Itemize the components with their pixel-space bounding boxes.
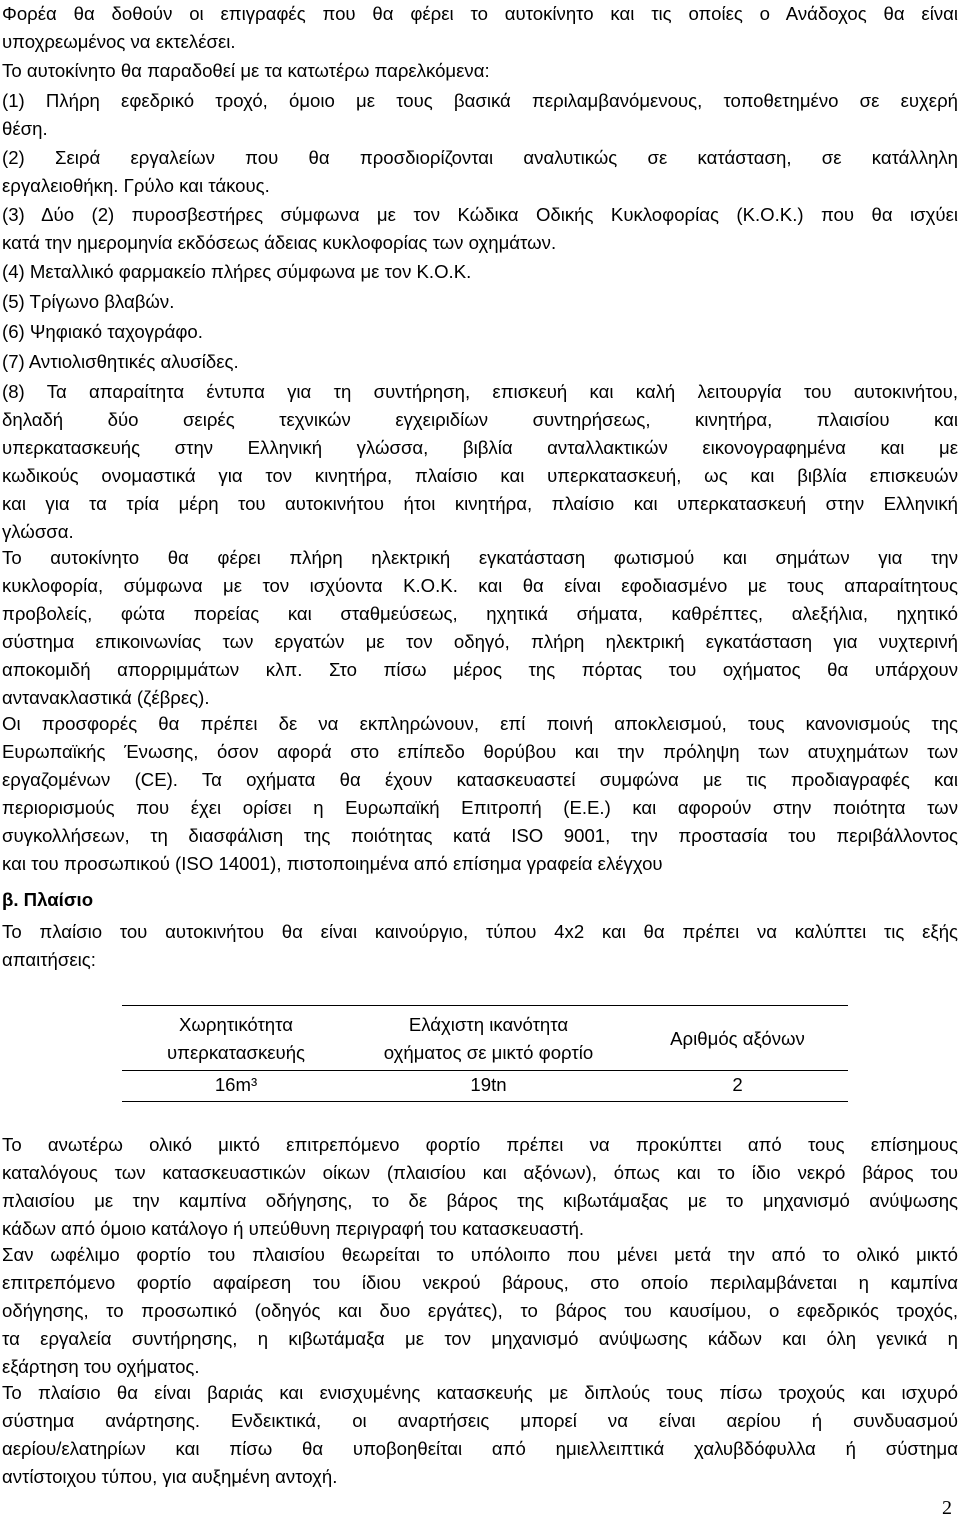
- text-line: (3) Δύο (2) πυροσβεστήρες σύμφωνα με τον Κώδικα Οδικής Κυκλοφορίας (Κ.Ο.Κ.) που θα ισχύει: [2, 204, 958, 225]
- chassis-requirements-table: [122, 1005, 848, 1102]
- offers-paragraph: [2, 710, 958, 878]
- table-header-cell: [627, 1006, 848, 1071]
- accessory-item-1: [2, 87, 958, 143]
- table-cell: 19tn: [350, 1071, 627, 1102]
- table-header-row: [122, 1006, 848, 1071]
- header-text: οχήματος σε μικτό φορτίο: [383, 1042, 594, 1063]
- table-row: [122, 1071, 848, 1102]
- text-line: υπερκατασκευής στην Ελληνική γλώσσα, βιβλία ανταλλακτικών εικονογραφημένα και με: [2, 437, 958, 458]
- accessory-item-8: [2, 378, 958, 546]
- chassis-paragraph: [2, 918, 958, 974]
- header-text: Αριθμός αξόνων: [670, 1028, 805, 1049]
- load-paragraph: [2, 1131, 958, 1243]
- text-line: κυκλοφορία, σύμφωνα με τον ισχύοντα Κ.Ο.Κ. και θα είναι εφοδιασμένο με τους απαραίτητους: [2, 575, 958, 596]
- text-line: αποκομιδή απορριμμάτων κλπ. Στο πίσω μέρος της πόρτας του οχήματος θα υπάρχουν: [2, 659, 958, 680]
- text-line: δηλαδή δύο σειρές τεχνικών εγχειριδίων συντηρήσεως, κινητήρα, πλαισίου και: [2, 409, 958, 430]
- text-line: Σαν ωφέλιμο φορτίο του πλαισίου θεωρείται το υπόλοιπο που μένει μετά την από το ολικό μικτό: [2, 1244, 958, 1265]
- text-line: θέση.: [2, 118, 48, 139]
- accessory-item-6: [2, 318, 958, 346]
- accessory-item-5: [2, 288, 958, 316]
- table-cell: 16m³: [122, 1071, 350, 1102]
- accessories-intro: [2, 57, 958, 85]
- header-text: Ελάχιστη ικανότητα: [408, 1014, 569, 1035]
- text-line: περιορισμούς που έχει ορίσει η Ευρωπαϊκή Επιτροπή (Ε.Ε.) και αφορούν στην ποιότητα των: [2, 797, 958, 818]
- text-line: (4) Μεταλλικό φαρμακείο πλήρες σύμφωνα με τον Κ.Ο.Κ.: [2, 261, 472, 282]
- accessory-item-4: [2, 258, 958, 286]
- heading-text: β. Πλαίσιο: [2, 889, 94, 910]
- page-number: 2: [942, 1497, 952, 1519]
- text-line: Το ανωτέρω ολικό μικτό επιτρεπόμενο φορτίο πρέπει να προκύπτει από τους επίσημους: [2, 1134, 958, 1155]
- text-line: (7) Αντιολισθητικές αλυσίδες.: [2, 351, 239, 372]
- text-line: Οι προσφορές θα πρέπει δε να εκπληρώνουν, επί ποινή αποκλεισμού, τους κανονισμούς της: [2, 713, 958, 734]
- text-line: (6) Ψηφιακό ταχογράφο.: [2, 321, 203, 342]
- text-line: (1) Πλήρη εφεδρικό τροχό, όμοιο με τους βασικά περιλαμβανόμενους, τοποθετημένο σε ευχερή: [2, 90, 958, 111]
- text-line: εργαζομένων (CE). Τα οχήματα θα έχουν κατασκευαστεί συμφώνα με τις προδιαγραφές και: [2, 769, 958, 790]
- useful-load-paragraph: [2, 1241, 958, 1381]
- heavy-construction-paragraph: [2, 1379, 958, 1491]
- text-line: (2) Σειρά εργαλείων που θα προσδιορίζονται αναλυτικώς σε κατάσταση, σε κατάλληλη: [2, 147, 958, 168]
- table-header-cell: [350, 1006, 627, 1071]
- text-line: και για τα τρία μέρη του αυτοκινήτου ήτοι κινητήρα, πλαίσιο και υπερκατασκευή στην Ελληνική: [2, 493, 958, 514]
- text-line: και του προσωπικού (ISO 14001), πιστοποιημένα από επίσημα γραφεία ελέγχου: [2, 853, 663, 874]
- accessory-item-2: [2, 144, 958, 200]
- text-line: γλώσσα.: [2, 521, 74, 542]
- text-line: οδήγησης, το προσωπικό (οδηγός και δυο εργάτες), το βάρος του καυσίμου, ο εφεδρικός τροχός,: [2, 1300, 958, 1321]
- accessory-item-7: [2, 348, 958, 376]
- text-line: Το πλαίσιο θα είναι βαριάς και ενισχυμένης κατασκευής με διπλούς τους πίσω τροχούς και ισχυρό: [2, 1382, 958, 1403]
- table-cell: 2: [627, 1071, 848, 1102]
- text-line: σύστημα επικοινωνίας των εργατών με τον οδηγό, πλήρη ηλεκτρική εγκατάσταση για νυχτερινή: [2, 631, 958, 652]
- text-line: Το αυτοκίνητο θα φέρει πλήρη ηλεκτρική εγκατάσταση φωτισμού και σημάτων για την: [2, 547, 958, 568]
- text-line: επιτρεπόμενο φορτίο αφαίρεση του ίδιου νεκρού βάρους, στο οποίο περιλαμβάνεται η καμπίνα: [2, 1272, 958, 1293]
- text-line: απαιτήσεις:: [2, 949, 96, 970]
- text-line: αντανακλαστικά (ζέβρες).: [2, 687, 210, 708]
- text-line: αερίου/ελατηρίων και πίσω θα υποβοηθείται από ημιελλειπτικά χαλυβδόφυλλα ή σύστημα: [2, 1438, 958, 1459]
- text-line: συγκολλήσεων, τη διασφάλιση της ποιότητας κατά ISO 9001, την προστασία του περιβάλλοντος: [2, 825, 958, 846]
- text-line: εξάρτηση του οχήματος.: [2, 1356, 200, 1377]
- text-line: Φορέα θα δοθούν οι επιγραφές που θα φέρει το αυτοκίνητο και τις οποίες ο Ανάδοχος θα είναι: [2, 3, 958, 24]
- text-line: Το αυτοκίνητο θα παραδοθεί με τα κατωτέρω παρελκόμενα:: [2, 60, 490, 81]
- text-line: πλαισίου με την καμπίνα οδήγησης, το δε βάρος της κιβωτάμαξας με το μηχανισμό ανύψωσης: [2, 1190, 958, 1211]
- section-heading-chassis: [2, 886, 958, 914]
- text-line: κατά την ημερομηνία εκδόσεως άδειας κυκλοφορίας των οχημάτων.: [2, 232, 557, 253]
- text-line: τα εργαλεία συντήρησης, η κιβωτάμαξα με τον μηχανισμό ανύψωσης κάδων και όλη γενικά η: [2, 1328, 958, 1349]
- text-line: εργαλειοθήκη. Γρύλο και τάκους.: [2, 175, 270, 196]
- text-line: καταλόγους των κατασκευαστικών οίκων (πλαισίου και αξόνων), όπως και το ίδιο νεκρό βάρος του: [2, 1162, 958, 1183]
- electrical-paragraph: [2, 544, 958, 712]
- header-text: υπερκατασκευής: [166, 1042, 306, 1063]
- intro-paragraph: [2, 0, 958, 56]
- text-line: κάδων από όμοιο κατάλογο ή υπεύθυνη περιγραφή του κατασκευαστή.: [2, 1218, 585, 1239]
- text-line: (8) Τα απαραίτητα έντυπα για τη συντήρηση, επισκευή και καλή λειτουργία του αυτοκινήτου,: [2, 381, 958, 402]
- header-text: Χωρητικότητα: [179, 1014, 293, 1035]
- text-line: σύστημα ανάρτησης. Ενδεικτικά, οι αναρτήσεις μπορεί να είναι αερίου ή συνδυασμού: [2, 1410, 958, 1431]
- text-line: Το πλαίσιο του αυτοκινήτου θα είναι καινούργιο, τύπου 4x2 και θα πρέπει να καλύπτει τις εξής: [2, 921, 958, 942]
- text-line: υποχρεωμένος να εκτελέσει.: [2, 31, 236, 52]
- text-line: Ευρωπαϊκής Ένωσης, όσον αφορά στο επίπεδο θορύβου και την πρόληψη των ατυχημάτων των: [2, 741, 958, 762]
- text-line: κωδικούς ονομαστικά για τον κινητήρα, πλαίσιο και υπερκατασκευή, ως και βιβλία επισκευών: [2, 465, 958, 486]
- text-line: προβολείς, φώτα πορείας και σταθμεύσεως, ηχητικά σήματα, καθρέπτες, αλεξήλια, ηχητικό: [2, 603, 958, 624]
- text-line: αντίστοιχου τύπου, για αυξημένη αντοχή.: [2, 1466, 338, 1487]
- accessory-item-3: [2, 201, 958, 257]
- text-line: (5) Τρίγωνο βλαβών.: [2, 291, 175, 312]
- table-header-cell: [122, 1006, 350, 1071]
